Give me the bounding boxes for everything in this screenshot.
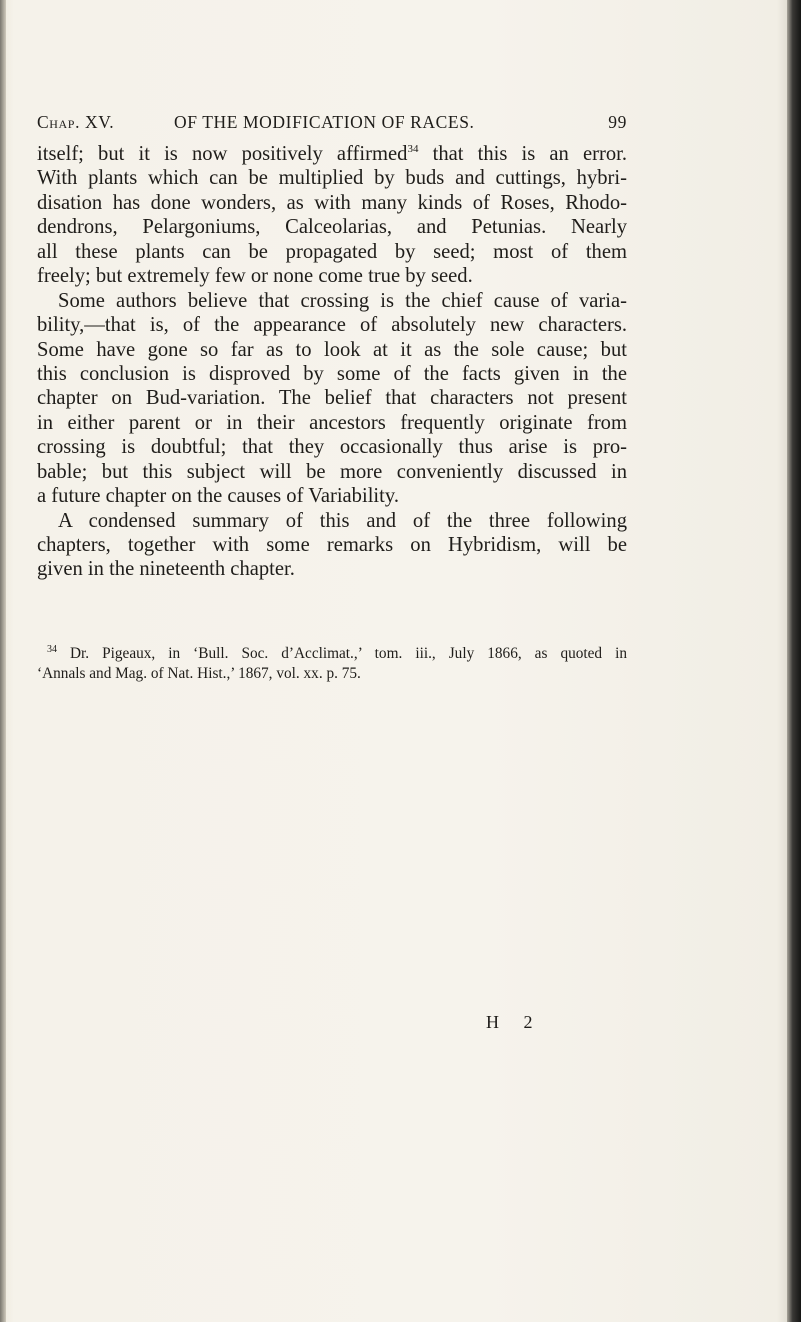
- text-line: Some authors believe that crossing is the chief cause of varia-: [58, 289, 627, 312]
- footnote: [37, 644, 627, 683]
- text-line: crossing is doubtful; that they occasionally thus arise is pro-: [37, 436, 627, 459]
- text-line: in either parent or in their ancestors frequently originate from: [37, 411, 627, 434]
- text-line: a future chapter on the causes of Variability.: [37, 485, 399, 508]
- text-line: this conclusion is disproved by some of the facts given in the: [37, 362, 627, 385]
- running-head-title: OF THE MODIFICATION OF RACES.: [174, 112, 475, 132]
- footnote-marker: 34: [47, 644, 57, 655]
- text-line: disation has done wonders, as with many kinds of Roses, Rhodo-: [37, 191, 627, 214]
- text-line: given in the nineteenth chapter.: [37, 558, 295, 581]
- page-right-edge: [787, 0, 801, 1322]
- text-line: bility,—that is, of the appearance of absolutely new characters.: [37, 314, 627, 337]
- running-head: [37, 112, 627, 136]
- page-number: 99: [608, 112, 627, 132]
- running-head-chapter: Chap. XV.: [37, 112, 115, 132]
- footnote-line: $^{34}$ Dr. Pigeaux, in ‘Bull. Soc. d’Acclimat.,’ tom. iii., July 1866, as quoted in: [47, 644, 627, 662]
- footnote-line: ‘Annals and Mag. of Nat. Hist.,’ 1867, vol. xx. p. 75.: [37, 664, 361, 682]
- text-line: A condensed summary of this and of the three following: [58, 509, 627, 532]
- text-line: With plants which can be multiplied by buds and cuttings, hybri-: [37, 167, 627, 190]
- body-text: [37, 142, 627, 582]
- footnote-reference: 34: [407, 143, 419, 155]
- signature-mark: H 2: [486, 1012, 543, 1032]
- page-left-edge: [0, 0, 6, 1322]
- text-line: chapter on Bud-variation. The belief that characters not present: [37, 387, 627, 410]
- text-line: chapters, together with some remarks on Hybridism, will be: [37, 534, 627, 556]
- text-line: bable; but this subject will be more conveniently discussed in: [37, 460, 627, 483]
- text-line: freely; but extremely few or none come true by seed.: [37, 265, 473, 288]
- text-line: all these plants can be propagated by seed; most of them: [37, 240, 627, 263]
- text-line: Some have gone so far as to look at it as the sole cause; but: [37, 338, 627, 361]
- text-line: itself; but it is now positively affirmed$^{34}$ that this is an error.: [37, 143, 628, 165]
- text-line: dendrons, Pelargoniums, Calceolarias, and Petunias. Nearly: [37, 216, 627, 239]
